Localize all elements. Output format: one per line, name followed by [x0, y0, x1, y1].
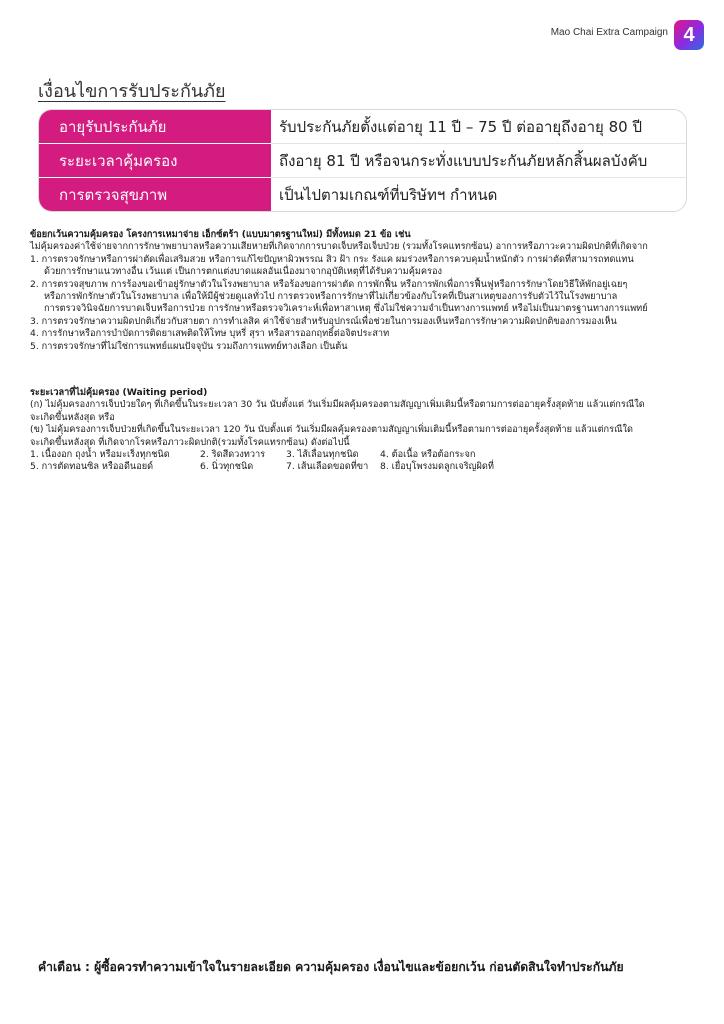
exclusion-item-cont: หรือการพักรักษาตัวในโรงพยาบาล เพื่อให้มีผู้ช่วยดูแลทั่วไป การตรวจหรือการรักษาที่ไม่เกี่ยวข้องกับโรคที่เป็นสาเหตุของการรับตัวไว้ในโรงพยาบาล [44, 291, 618, 303]
conditions-row-health-check [39, 177, 686, 211]
waiting-line: (ก) ไม่คุ้มครองการเจ็บป่วยใดๆ ที่เกิดขึ้นในระยะเวลา 30 วัน นับตั้งแต่ วันเริ่มมีผลคุ้มครองตามสัญญาเพิ่มเติมนี้หรือตามการต่ออายุครั้งสุดท้าย แล้วแต่กรณีใด [30, 399, 645, 411]
disease-item: 1. เนื้องอก ถุงน้ำ หรือมะเร็งทุกชนิด [30, 449, 170, 461]
conditions-label: อายุรับประกันภัย [39, 110, 271, 143]
conditions-label: การตรวจสุขภาพ [39, 177, 271, 211]
waiting-line: (ข) ไม่คุ้มครองการเจ็บป่วยที่เกิดขึ้นในระยะเวลา 120 วัน นับตั้งแต่ วันเริ่มมีผลคุ้มครองตามสัญญาเพิ่มเติมนี้หรือตามการต่ออายุครั้งสุดท้าย แล้วแต่กรณีใด [30, 424, 634, 436]
waiting-disease-list [30, 449, 700, 474]
conditions-label: ระยะเวลาคุ้มครอง [39, 143, 271, 177]
exclusion-item: 2. การตรวจสุขภาพ การร้องขอเข้าอยู่รักษาตัวในโรงพยาบาล หรือร้องขอการผ่าตัด การพักฟื้น หรือการพักเพื่อการฟื้นฟูหรือการรักษาโดยวิธีให้พักอยู่เฉยๆ [30, 278, 628, 290]
waiting-heading: ระยะเวลาที่ไม่คุ้มครอง (Waiting period) [30, 387, 208, 398]
waiting-line: จะเกิดขึ้นหลังสุด หรือ [30, 411, 115, 423]
exclusions-section [30, 229, 700, 353]
conditions-table [38, 109, 687, 212]
disease-item: 4. ต้อเนื้อ หรือต้อกระจก [380, 449, 476, 461]
conditions-value: ถึงอายุ 81 ปี หรือจนกระทั่งแบบประกันภัยหลักสิ้นผลบังคับ [271, 144, 686, 177]
exclusion-item-cont: ด้วยการรักษาแนวทางอื่น เว้นแต่ เป็นการตกแต่งบาดแผลอันเนื่องมาจากอุบัติเหตุที่ได้รับความคุ้มครอง [44, 266, 442, 278]
warning-text: คำเตือน : ผู้ซื้อควรทำความเข้าใจในรายละเอียด ความคุ้มครอง เงื่อนไขและข้อยกเว้น ก่อนตัดสินใจทำประกันภัย [38, 960, 624, 974]
exclusion-item: 5. การตรวจรักษาที่ไม่ใช่การแพทย์แผนปัจจุบัน รวมถึงการแพทย์ทางเลือก เป็นต้น [30, 340, 348, 352]
disease-item: 5. การตัดทอนซิล หรืออดีนอยด์ [30, 461, 154, 473]
campaign-name: Mao Chai Extra Campaign [550, 27, 668, 38]
exclusions-heading: ข้อยกเว้นความคุ้มครอง โครงการเหมาจ่าย เอ็กซ์ตร้า (แบบมาตรฐานใหม่) มีทั้งหมด 21 ข้อ เช่น [30, 229, 411, 240]
disease-item: 6. นิ่วทุกชนิด [200, 461, 254, 473]
waiting-line: จะเกิดขึ้นหลังสุด ที่เกิดจากโรคหรือภาวะผิดปกติ(รวมทั้งโรคแทรกซ้อน) ดังต่อไปนี้ [30, 436, 350, 448]
conditions-value: เป็นไปตามเกณฑ์ที่บริษัทฯ กำหนด [271, 178, 686, 211]
conditions-title: เงื่อนไขการรับประกันภัย [38, 81, 226, 102]
exclusion-item: 1. การตรวจรักษาหรือการผ่าตัดเพื่อเสริมสวย หรือการแก้ไขปัญหาผิวพรรณ สิว ฝ้า กระ รังแค ผมร่วงหรือการควบคุมน้ำหนักตัว การผ่าตัดที่สามารถทดแทน [30, 253, 634, 265]
disease-item: 8. เยื่อบุโพรงมดลูกเจริญผิดที่ [380, 461, 494, 473]
page-number-badge [674, 20, 704, 50]
disease-item: 3. ไส้เลื่อนทุกชนิด [286, 449, 359, 461]
conditions-value: รับประกันภัยตั้งแต่อายุ 11 ปี – 75 ปี ต่ออายุถึงอายุ 80 ปี [271, 110, 686, 143]
exclusion-item: 3. การตรวจรักษาความผิดปกติเกี่ยวกับสายตา การทำเลสิค ค่าใช้จ่ายสำหรับอุปกรณ์เพื่อช่วยในการมองเห็นหรือการรักษาความผิดปกติของการมองเห็น [30, 315, 617, 327]
exclusions-intro: ไม่คุ้มครองค่าใช้จ่ายจากการรักษาพยาบาลหรือความเสียหายที่เกิดจากการบาดเจ็บหรือเจ็บป่วย (รวมทั้งโรคแทรกซ้อน) อาการหรือภาวะความผิดปกติที่เกิดจาก [30, 241, 648, 253]
exclusion-item-cont: การตรวจวินิจฉัยการบาดเจ็บหรือการป่วย การรักษาหรือตรวจวิเคราะห์เพื่อหาสาเหตุ ซึ่งไม่ใช่ความจำเป็นทางการแพทย์ หรือไม่เป็นมาตรฐานทางการแพทย์ [44, 303, 648, 315]
disease-item: 7. เส้นเลือดขอดที่ขา [286, 461, 369, 473]
conditions-row-coverage-period [39, 143, 686, 177]
waiting-period-section [30, 387, 700, 474]
disease-item: 2. ริดสีดวงทวาร [200, 449, 266, 461]
conditions-row-age [39, 110, 686, 143]
page-number: 4 [683, 23, 695, 46]
exclusion-item: 4. การรักษาหรือการบำบัดการติดยาเสพติดให้โทษ บุหรี่ สุรา หรือสารออกฤทธิ์ต่อจิตประสาท [30, 328, 390, 340]
